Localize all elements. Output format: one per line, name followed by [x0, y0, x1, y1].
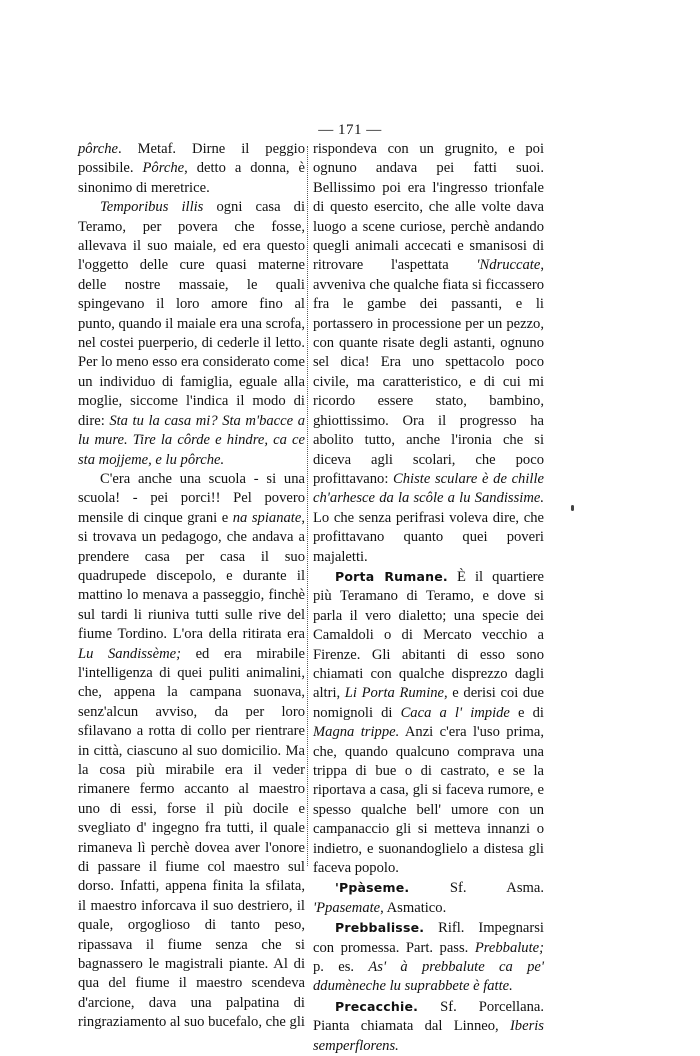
paragraph [78, 140, 305, 198]
italic-text: Li Porta Rumine [344, 685, 445, 702]
text-run: . Metaf. Dirne il peggio possibile. [78, 141, 305, 177]
column-divider [307, 146, 311, 866]
page-number: — 171 — [318, 122, 382, 138]
paragraph [313, 997, 544, 1056]
text-run: ed era mirabile l'intelligenza di quei puliti animalini, che, appena la campana suonava, senz'alcun avviso, da per loro sfilavano a rotta di collo per rientrare in città, ciascuno al suo domicilio. Ma la cosa più mirabile era il veder rimanere fermo accanto al maestro uno di essi, forse il più docile e svegliato d' ingegno fra tutti, il quale rimaneva lì perchè dovea aver l'onore di passare il fiume col maestro sul dorso. Infatti, appena finita la sfilata, il maestro inforcava il suo destriero, il quale, orgoglioso di tanto peso, ripassava il fiume senza che si bagnassero le magistrali piante. Al di qua del fiume il maestro scendeva d'arcione, dava una palpatina di ringraziamento al suo bucefalo, che gli [78, 645, 305, 1031]
right-column [313, 140, 544, 1056]
left-column [78, 140, 305, 1033]
italic-text: 'Ppasemate [313, 899, 381, 916]
text-run: Sf. Asma. [409, 880, 544, 897]
text-run: Anzi c'era l'uso prima, che, quando qualcuno comprava una trippa di bue o di castrato, e se la riportava a casa, gli si faceva rumore, e spesso qualche bell' umore con un campanaccio gli si metteva innanzi o indietro, e suonandoglielo a distesa gli faceva popolo. [313, 724, 544, 877]
text-run: , detto a donna, è sinonimo di meretrice. [78, 160, 306, 196]
italic-text: Prebbalute; [474, 939, 544, 956]
text-run: C'era anche una scuola - si una scuola! - pei porci!! Pel povero mensile di cinque grani e [78, 470, 305, 526]
italic-text: pôrche [78, 141, 118, 157]
text-run: ogni casa di Teramo, per povera che fosse, allevava il suo maiale, ed era questo l'oggetto delle cure quasi materne delle nostre massaie, le quali spingevano il loro amore fino al punto, quando il maiale era una scrofa, nel costei puerperio, di cederle il letto. Per lo meno esso era considerato come un individuo di famiglia, eguale alla moglie, siccome l'indica il modo di dire: [78, 199, 305, 429]
text-run: Sf. Porcellana. Pianta chiamata dal Linneo, [313, 998, 544, 1035]
italic-text: Lu Sandissème; [78, 645, 181, 662]
italic-text: Chiste sculare è de chille ch'arhesce da la scôle a lu Sandissime. [313, 470, 544, 507]
text-run: rispondeva con un grugnito, e poi ognuno andava pei fatti suoi. Bellissimo poi era l'ingresso trionfale di questo esercito, che alle volte dava luogo a scene curiose, perchè andando quegli animali accecati e smanisosi di ritrovare l'aspettata [313, 141, 544, 274]
entry-headword: Porta Rumane. [335, 568, 448, 584]
paragraph [78, 198, 305, 470]
text-run: È il quartiere più Teramano di Teramo, e dove si parla il vero dialetto; una specie dei Camaldoli o di Mercato vecchio a Firenze. Gli abitanti di esso sono chiamati con qualche disprezzo dagli altri, [313, 568, 545, 702]
paragraph [78, 470, 305, 1033]
text-run: , e derisi coi due nomignoli di [313, 685, 544, 721]
italic-text: 'Ndruccate [476, 257, 541, 274]
italic-text: Pôrche [142, 160, 185, 177]
text-run: , Asmatico. [380, 899, 447, 916]
text-run: Lo che senza perifrasi voleva dire, che profittavano quanto quei poveri majaletti. [313, 509, 544, 565]
text-run: p. es. [313, 959, 369, 976]
italic-text: Iberis semperflorens. [313, 1018, 544, 1054]
paragraph [313, 878, 544, 918]
italic-text: Caca a l' impide [400, 704, 510, 721]
italic-text: Temporibus illis [100, 199, 204, 216]
italic-text: Magna trippe. [313, 724, 400, 741]
text-run: e di [509, 704, 544, 721]
text-run: , avveniva che qualche fiata si ficcassero fra le gambe dei passanti, e li portassero in processione per un pezzo, con quante risate degli astanti, ognuno sel dica! Era uno spettacolo poco civile, ma caratteristico, e di cui mi ricordo essere stato, bambino, ghiottissimo. Ora il progresso ha abolito tutto, anche l'ironia che si diceva agli scolari, che poco profittavano: [313, 257, 544, 487]
entry-headword: 'Ppàseme. [335, 880, 410, 896]
entry-headword: Prebbalisse. [335, 920, 425, 936]
paragraph [313, 567, 544, 879]
paragraph [313, 918, 544, 997]
italic-text: As' à prebbalute ca pe' ddumèneche lu suprabbete è fatte. [313, 959, 544, 995]
ink-speck [571, 505, 574, 511]
entry-headword: Precacchie. [335, 998, 419, 1014]
paragraph [313, 140, 544, 567]
italic-text: na spianate [232, 509, 302, 526]
italic-text: Sta tu la casa mi? Sta m'bacce a lu mure. Tire la côrde e hindre, ca ce sta mojjeme, e lu pôrche. [78, 412, 305, 468]
text-run: Rifl. Impegnarsi con promessa. Part. pass. [313, 920, 544, 956]
text-run: , si trovava un pedagogo, che andava a prendere casa per casa il suo quadrupede discepolo, e durante il mattino lo menava a passeggio, finchè sul tardi li riuniva tutti sulle rive del fiume Tordino. L'ora della ritirata era [78, 509, 305, 643]
